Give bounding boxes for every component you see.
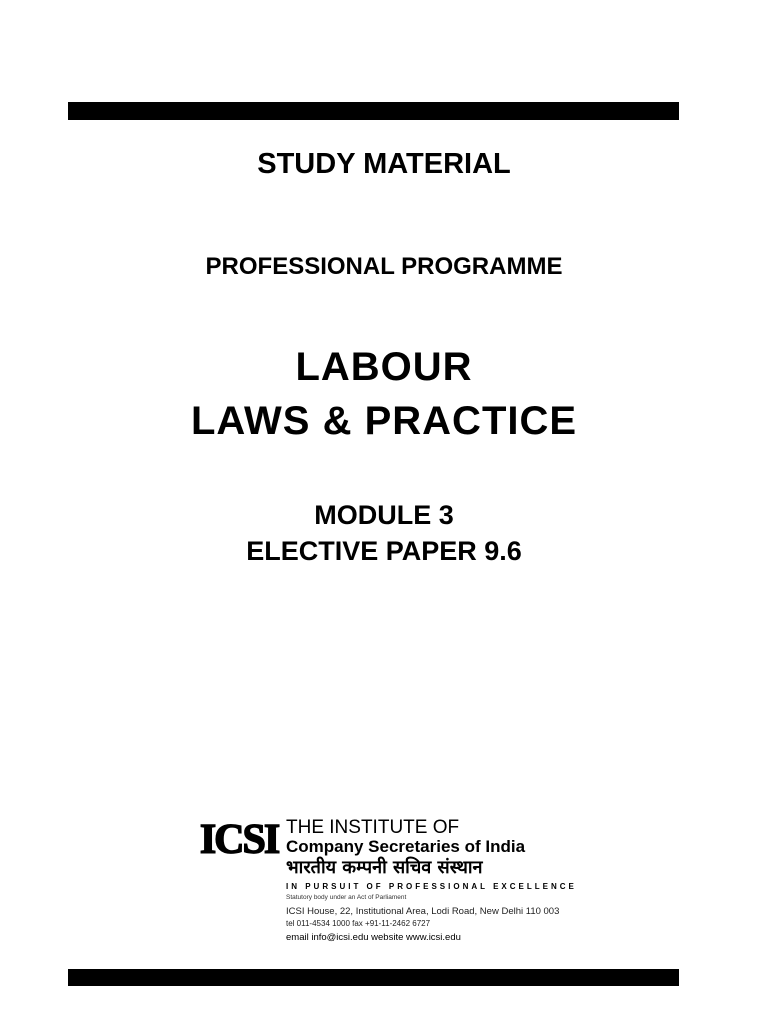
subject-line-1: LABOUR (295, 345, 473, 389)
subject-line-2: LAWS & PRACTICE (190, 399, 578, 443)
institute-tagline: IN PURSUIT OF PROFESSIONAL EXCELLENCE (286, 882, 577, 891)
institute-name-line1: THE INSTITUTE OF (286, 817, 460, 838)
paper-number: ELECTIVE PAPER 9.6 (246, 536, 522, 566)
institute-name-hindi: भारतीय कम्पनी सचिव संस्थान (286, 857, 483, 878)
bottom-rule (68, 969, 679, 986)
module-info (0, 497, 768, 569)
institute-name-line2: Company Secretaries of India (286, 837, 526, 856)
institute-phone: tel 011-4534 1000 fax +91-11-2462 6727 (286, 919, 431, 928)
module-number: MODULE 3 (314, 500, 454, 530)
study-material-title: STUDY MATERIAL (257, 148, 511, 180)
icsi-logo (199, 816, 279, 863)
institute-address: ICSI House, 22, Institutional Area, Lodi Road, New Delhi 110 003 (286, 906, 560, 917)
top-rule (68, 102, 679, 120)
programme-title: PROFESSIONAL PROGRAMME (205, 253, 563, 280)
subject-title (0, 340, 768, 448)
institute-contact: email info@icsi.edu website www.icsi.edu (286, 932, 461, 943)
statutory-note: Statutory body under an Act of Parliament (286, 894, 407, 901)
svg-text:ICSI: ICSI (199, 817, 279, 863)
institute-block (286, 818, 577, 944)
